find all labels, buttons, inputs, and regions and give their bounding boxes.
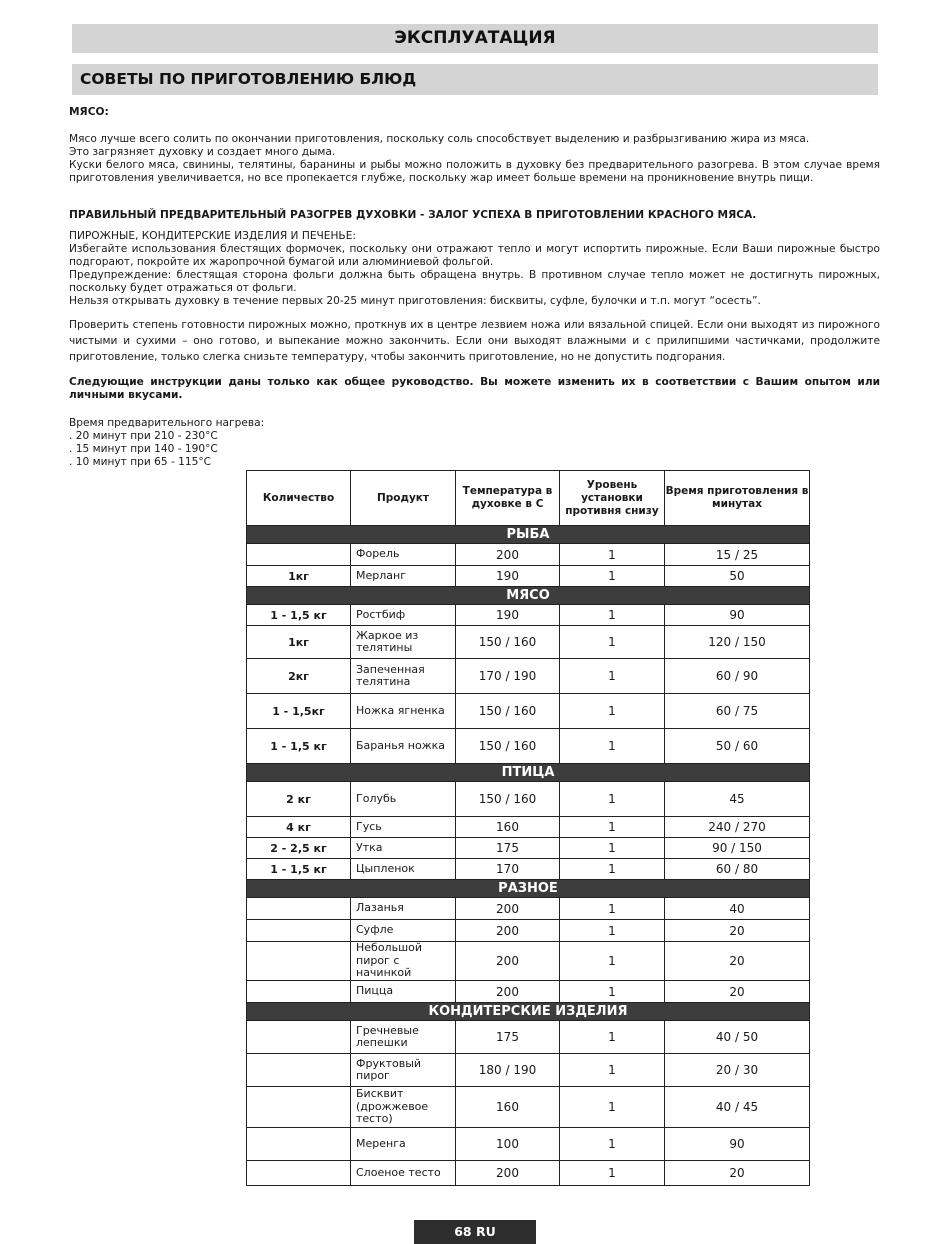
page-number: 68 RU [414, 1220, 536, 1244]
cell-time: 40 / 50 [665, 1021, 810, 1054]
table-body [247, 526, 810, 1186]
cell-time: 60 / 75 [665, 694, 810, 729]
cell-temp: 180 / 190 [456, 1054, 560, 1087]
cell-qty: 1кг [247, 566, 351, 587]
cell-time: 60 / 80 [665, 859, 810, 880]
cell-product: Слоеное тесто [351, 1161, 456, 1186]
table-row [247, 729, 810, 764]
cell-time: 20 [665, 981, 810, 1003]
cell-level: 1 [560, 1054, 665, 1087]
cell-qty [247, 1021, 351, 1054]
cell-qty [247, 1161, 351, 1186]
cell-time: 20 / 30 [665, 1054, 810, 1087]
cell-qty [247, 898, 351, 920]
cell-level: 1 [560, 942, 665, 981]
cell-time: 90 [665, 1128, 810, 1161]
cell-time: 20 [665, 920, 810, 942]
cell-level: 1 [560, 605, 665, 626]
cell-product: Меренга [351, 1128, 456, 1161]
cell-product: Цыпленок [351, 859, 456, 880]
col-header-product: Продукт [351, 471, 456, 526]
cell-temp: 150 / 160 [456, 626, 560, 659]
cell-time: 90 [665, 605, 810, 626]
col-header-qty: Количество [247, 471, 351, 526]
cell-product: Запеченная телятина [351, 659, 456, 694]
section-title-cell: РАЗНОЕ [247, 880, 810, 898]
table-row [247, 898, 810, 920]
cell-level: 1 [560, 1021, 665, 1054]
cell-temp: 150 / 160 [456, 782, 560, 817]
cell-product: Бисквит (дрожжевое тесто) [351, 1087, 456, 1128]
cell-temp: 170 [456, 859, 560, 880]
cell-level: 1 [560, 626, 665, 659]
guidance-note: Следующие инструкции даны только как общее руководство. Вы можете изменить их в соответствии с Вашим опытом или личными вкусами. [69, 376, 880, 401]
meat-text-3: Куски белого мяса, свинины, телятины, баранины и рыбы можно положить в духовку без предварительного разогрева. В этом случае время приготовления увеличивается, но все пропекается глубже, поскольку жар имеет больше времени на проникновение внутрь пищи. [69, 159, 880, 184]
cell-time: 20 [665, 942, 810, 981]
cell-temp: 175 [456, 838, 560, 859]
cell-temp: 160 [456, 817, 560, 838]
cell-qty [247, 544, 351, 566]
cell-qty: 1 - 1,5 кг [247, 729, 351, 764]
cell-level: 1 [560, 1161, 665, 1186]
section-title-cell: ПТИЦА [247, 764, 810, 782]
cell-temp: 150 / 160 [456, 694, 560, 729]
cell-qty [247, 981, 351, 1003]
cell-product: Форель [351, 544, 456, 566]
table-row [247, 605, 810, 626]
cell-level: 1 [560, 544, 665, 566]
pastry-text-2: Предупреждение: блестящая сторона фольги должна быть обращена внутрь. В противном случае тепло может не достигнуть пирожных, поскольку будет отражаться от фольги. [69, 269, 880, 294]
table-row [247, 981, 810, 1003]
cell-qty [247, 1087, 351, 1128]
section-title-cell: МЯСО [247, 587, 810, 605]
cell-time: 50 [665, 566, 810, 587]
section-title-cell: КОНДИТЕРСКИЕ ИЗДЕЛИЯ [247, 1003, 810, 1021]
cell-qty [247, 1128, 351, 1161]
table-row [247, 1021, 810, 1054]
cell-qty: 2 кг [247, 782, 351, 817]
cell-time: 90 / 150 [665, 838, 810, 859]
table-row [247, 817, 810, 838]
table-row [247, 659, 810, 694]
cell-level: 1 [560, 729, 665, 764]
cell-qty: 1кг [247, 626, 351, 659]
table-header-row [247, 471, 810, 526]
cell-qty [247, 920, 351, 942]
pastry-paragraphs [69, 230, 880, 308]
cell-time: 40 [665, 898, 810, 920]
table-row [247, 694, 810, 729]
section-title-cell: РЫБА [247, 526, 810, 544]
preheat-times-label: Время предварительного нагрева: [69, 417, 265, 429]
table-row [247, 566, 810, 587]
cell-product: Ножка ягненка [351, 694, 456, 729]
cell-level: 1 [560, 566, 665, 587]
cell-product: Небольшой пирог с начинкой [351, 942, 456, 981]
cell-temp: 200 [456, 920, 560, 942]
cell-qty: 1 - 1,5 кг [247, 859, 351, 880]
cell-temp: 200 [456, 942, 560, 981]
cell-product: Мерланг [351, 566, 456, 587]
cell-level: 1 [560, 694, 665, 729]
cell-product: Голубь [351, 782, 456, 817]
cell-product: Фруктовый пирог [351, 1054, 456, 1087]
cell-product: Гусь [351, 817, 456, 838]
table-row [247, 1128, 810, 1161]
cell-qty [247, 942, 351, 981]
meat-text-2: Это загрязняет духовку и создает много дыма. [69, 146, 336, 158]
preheat-time-1: . 20 минут при 210 - 230°C [69, 430, 218, 442]
cell-time: 120 / 150 [665, 626, 810, 659]
cell-qty: 1 - 1,5кг [247, 694, 351, 729]
cell-qty: 2 - 2,5 кг [247, 838, 351, 859]
pastry-heading: ПИРОЖНЫЕ, КОНДИТЕРСКИЕ ИЗДЕЛИЯ И ПЕЧЕНЬЕ: [69, 230, 356, 242]
cell-time: 240 / 270 [665, 817, 810, 838]
meat-paragraphs [69, 133, 880, 185]
cell-level: 1 [560, 859, 665, 880]
cell-level: 1 [560, 782, 665, 817]
cell-temp: 200 [456, 1161, 560, 1186]
cell-level: 1 [560, 898, 665, 920]
table-row [247, 782, 810, 817]
cell-temp: 170 / 190 [456, 659, 560, 694]
section-row [247, 587, 810, 605]
cell-time: 20 [665, 1161, 810, 1186]
cell-product: Ростбиф [351, 605, 456, 626]
cell-temp: 150 / 160 [456, 729, 560, 764]
cell-level: 1 [560, 1087, 665, 1128]
preheat-time-2: . 15 минут при 140 - 190°C [69, 443, 218, 455]
cell-temp: 190 [456, 566, 560, 587]
cell-level: 1 [560, 1128, 665, 1161]
cell-time: 45 [665, 782, 810, 817]
cell-time: 40 / 45 [665, 1087, 810, 1128]
table-row [247, 942, 810, 981]
pastry-text-4: Проверить степень готовности пирожных можно, проткнув их в центре лезвием ножа или вязальной спицей. Если они выходят из пирожного чистыми и сухими – оно готово, и выпекание можно закончить. Если они выходят влажными и с прилипшими частичками, продолжите приготовление, только слегка снизьте температуру, чтобы закончить приготовление, но не допустить подгорания. [69, 319, 880, 363]
col-header-level: Уровень установки противня снизу [560, 471, 665, 526]
pastry-text-3: Нельзя открывать духовку в течение первых 20-25 минут приготовления: бисквиты, суфле, булочки и т.п. могут “осесть”. [69, 295, 761, 307]
preheat-times [69, 417, 880, 469]
table-row [247, 626, 810, 659]
cell-product: Баранья ножка [351, 729, 456, 764]
cell-temp: 200 [456, 544, 560, 566]
meat-heading: МЯСО: [69, 106, 109, 118]
section-row [247, 764, 810, 782]
cell-qty: 2кг [247, 659, 351, 694]
cell-time: 50 / 60 [665, 729, 810, 764]
cell-time: 60 / 90 [665, 659, 810, 694]
cell-level: 1 [560, 817, 665, 838]
cell-product: Утка [351, 838, 456, 859]
preheat-time-3: . 10 минут при 65 - 115°C [69, 456, 212, 468]
cell-product: Пицца [351, 981, 456, 1003]
cell-temp: 175 [456, 1021, 560, 1054]
cell-level: 1 [560, 659, 665, 694]
cooking-table [246, 470, 810, 1186]
table-row [247, 544, 810, 566]
cell-temp: 100 [456, 1128, 560, 1161]
section-row [247, 526, 810, 544]
cell-product: Гречневые лепешки [351, 1021, 456, 1054]
col-header-time: Время приготовления в минутах [665, 471, 810, 526]
pastry-text-1: Избегайте использования блестящих формочек, поскольку они отражают тепло и могут испортить пирожные. Если Ваши пирожные быстро подгорают, покройте их жаропрочной бумагой или алюминиевой фольгой. [69, 243, 880, 268]
meat-text-1: Мясо лучше всего солить по окончании приготовления, поскольку соль способствует выделению и разбрызгиванию жира из мяса. [69, 133, 810, 145]
table-row [247, 1161, 810, 1186]
table-row [247, 1054, 810, 1087]
cell-level: 1 [560, 981, 665, 1003]
cell-temp: 200 [456, 981, 560, 1003]
cell-level: 1 [560, 920, 665, 942]
col-header-temp: Температура в духовке в С [456, 471, 560, 526]
table-row [247, 920, 810, 942]
cell-temp: 160 [456, 1087, 560, 1128]
cell-product: Лазанья [351, 898, 456, 920]
section-row [247, 1003, 810, 1021]
table-row [247, 838, 810, 859]
cell-time: 15 / 25 [665, 544, 810, 566]
cell-temp: 200 [456, 898, 560, 920]
cell-level: 1 [560, 838, 665, 859]
cell-product: Жаркое из телятины [351, 626, 456, 659]
table-row [247, 859, 810, 880]
section-title: ЭКСПЛУАТАЦИЯ [72, 24, 878, 53]
cell-qty: 1 - 1,5 кг [247, 605, 351, 626]
preheat-emphasis: ПРАВИЛЬНЫЙ ПРЕДВАРИТЕЛЬНЫЙ РАЗОГРЕВ ДУХОВКИ - ЗАЛОГ УСПЕХА В ПРИГОТОВЛЕНИИ КРАСНОГО МЯСА. [69, 209, 757, 221]
section-row [247, 880, 810, 898]
cell-temp: 190 [456, 605, 560, 626]
cell-qty [247, 1054, 351, 1087]
subsection-title: СОВЕТЫ ПО ПРИГОТОВЛЕНИЮ БЛЮД [72, 64, 878, 95]
cell-product: Суфле [351, 920, 456, 942]
cell-qty: 4 кг [247, 817, 351, 838]
table-row [247, 1087, 810, 1128]
